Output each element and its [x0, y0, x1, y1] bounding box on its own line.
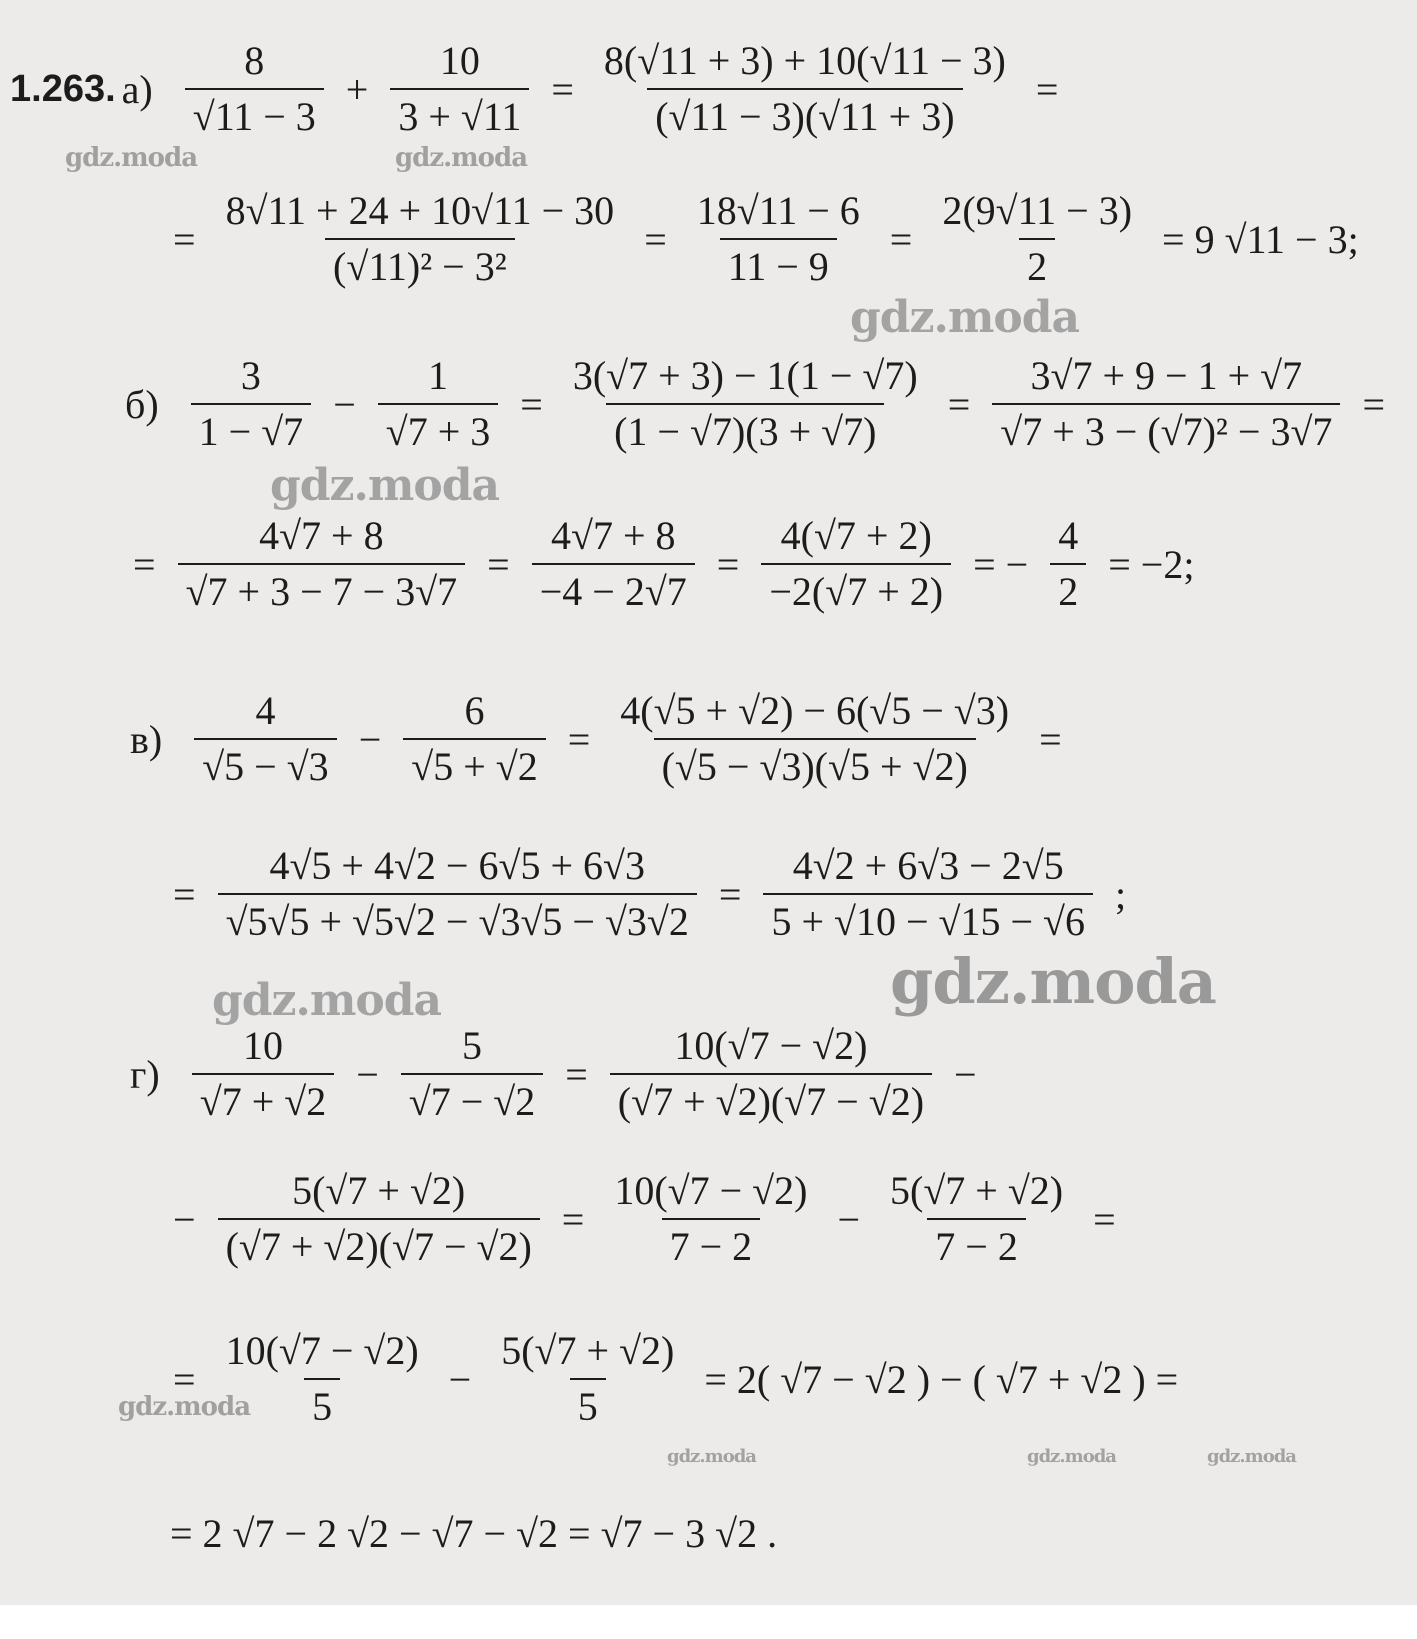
numerator: 2(9√11 − 3)	[942, 188, 1133, 233]
denominator: (√11 − 3)(√11 + 3)	[647, 88, 962, 138]
watermark: gdz.moda	[270, 460, 500, 511]
numerator: 4	[255, 688, 276, 733]
numerator: 10	[439, 38, 480, 83]
fraction	[612, 690, 1017, 788]
watermark: gdz.moda	[1027, 1446, 1116, 1467]
denominator: −2(√7 + 2)	[761, 563, 951, 613]
numerator: 5(√7 + √2)	[292, 1168, 466, 1213]
part-g-line-2	[165, 1170, 1124, 1268]
operator: −	[333, 381, 356, 427]
denominator: (√7 + √2)(√7 − √2)	[218, 1218, 540, 1268]
fraction	[1050, 515, 1086, 613]
fraction	[761, 515, 951, 613]
denominator: √7 + √2	[192, 1073, 334, 1123]
operator: −	[954, 1051, 977, 1097]
equals-sign: =	[133, 541, 156, 587]
fraction	[378, 355, 499, 453]
equals-sign: =	[551, 66, 574, 112]
equals-sign: =	[644, 216, 667, 262]
problem-number: 1.263.	[10, 67, 116, 110]
watermark: gdz.moda	[212, 975, 442, 1026]
denominator: √5 − √3	[194, 738, 336, 788]
denominator: √11 − 3	[185, 88, 324, 138]
fraction	[401, 1025, 543, 1123]
fraction	[218, 190, 623, 288]
part-v-line-2	[165, 845, 1134, 943]
denominator: 5 + √10 − √15 − √6	[763, 893, 1093, 943]
numerator: 10(√7 − √2)	[614, 1168, 808, 1213]
part-b-line-1	[125, 355, 1393, 453]
fraction	[191, 355, 312, 453]
equals-sign: =	[716, 541, 740, 587]
fraction	[493, 1330, 682, 1428]
numerator: 4(√5 + √2) − 6(√5 − √3)	[620, 688, 1010, 733]
part-a-label: а)	[121, 66, 153, 112]
numerator: 8√11 + 24 + 10√11 − 30	[225, 188, 615, 233]
denominator: 3 + √11	[390, 88, 529, 138]
denominator: √7 + 3 − 7 − 3√7	[178, 563, 466, 613]
denominator: (1 − √7)(3 + √7)	[606, 403, 884, 453]
equals-sign: =	[1093, 1196, 1116, 1242]
fraction	[565, 355, 926, 453]
denominator: −4 − 2√7	[532, 563, 695, 613]
fraction	[192, 1025, 334, 1123]
denominator: 11 − 9	[720, 238, 837, 288]
equals-sign: =	[1035, 66, 1059, 112]
equals-sign: =	[173, 871, 196, 917]
equals-sign: =	[173, 1356, 196, 1402]
denominator: √7 − √2	[401, 1073, 543, 1123]
watermark: gdz.moda	[667, 1446, 756, 1467]
part-v-line-1	[130, 690, 1070, 788]
final-result: = 2 √7 − 2 √2 − √7 − √2 = √7 − 3 √2 .	[170, 1511, 778, 1556]
watermark: gdz.moda	[890, 945, 1216, 1018]
fraction	[178, 515, 466, 613]
watermark: gdz.moda	[850, 292, 1080, 343]
fraction	[194, 690, 336, 788]
denominator: 2	[1019, 238, 1055, 288]
numerator: 4√5 + 4√2 − 6√5 + 6√3	[269, 843, 645, 888]
fraction	[606, 1170, 815, 1268]
part-b-label: б)	[125, 381, 159, 427]
fraction	[882, 1170, 1071, 1268]
denominator: 5	[304, 1378, 340, 1428]
equals-sign: = −	[973, 541, 1029, 587]
part-g-line-4	[170, 1510, 777, 1557]
equals-sign: =	[561, 1196, 585, 1242]
numerator: 4√2 + 6√3 − 2√5	[792, 843, 1064, 888]
part-b-line-2	[125, 515, 1202, 613]
numerator: 6	[464, 688, 485, 733]
numerator: 18√11 − 6	[696, 188, 860, 233]
fraction	[218, 1170, 540, 1268]
fraction	[403, 690, 545, 788]
equals-sign: =	[487, 541, 510, 587]
denominator: 7 − 2	[662, 1218, 761, 1268]
operator: −	[173, 1196, 196, 1242]
numerator: 3	[240, 353, 261, 398]
part-g-label: г)	[130, 1051, 160, 1097]
equals-sign: =	[947, 381, 971, 427]
part-g-line-1	[130, 1025, 985, 1123]
result: = −2;	[1108, 541, 1195, 587]
equals-sign: =	[565, 1051, 588, 1097]
result: ;	[1114, 871, 1127, 917]
denominator: 1 − √7	[191, 403, 312, 453]
fraction	[218, 845, 697, 943]
denominator: (√5 − √3)(√5 + √2)	[654, 738, 976, 788]
fraction	[689, 190, 868, 288]
numerator: 5(√7 + √2)	[501, 1328, 675, 1373]
watermark: gdz.moda	[395, 143, 528, 173]
watermark: gdz.moda	[65, 143, 198, 173]
part-a-line-1	[10, 40, 1066, 138]
part-v-label: в)	[130, 716, 163, 762]
denominator: (√11)² − 3²	[325, 238, 515, 288]
numerator: 4	[1058, 513, 1079, 558]
equals-sign: =	[520, 381, 543, 427]
equals-sign: =	[889, 216, 913, 262]
numerator: 10(√7 − √2)	[225, 1328, 419, 1373]
watermark: gdz.moda	[1207, 1446, 1296, 1467]
denominator: √7 + 3 − (√7)² − 3√7	[992, 403, 1340, 453]
result: = 9 √11 − 3;	[1162, 216, 1359, 262]
denominator: 5	[570, 1378, 606, 1428]
numerator: 5(√7 + √2)	[890, 1168, 1064, 1213]
fraction	[185, 40, 324, 138]
denominator: √7 + 3	[378, 403, 499, 453]
fraction	[763, 845, 1093, 943]
fraction	[596, 40, 1014, 138]
expression: = 2( √7 − √2 ) − ( √7 + √2 ) =	[704, 1356, 1179, 1402]
denominator: 7 − 2	[927, 1218, 1026, 1268]
numerator: 8(√11 + 3) + 10(√11 − 3)	[603, 38, 1006, 83]
numerator: 5	[462, 1023, 482, 1068]
numerator: 10(√7 − √2)	[674, 1023, 868, 1068]
equals-sign: =	[1039, 716, 1062, 762]
denominator: (√7 + √2)(√7 − √2)	[610, 1073, 932, 1123]
operator: +	[345, 66, 369, 112]
numerator: 10	[242, 1023, 283, 1068]
operator: −	[358, 716, 382, 762]
equals-sign: =	[567, 716, 591, 762]
equals-sign: =	[718, 871, 742, 917]
numerator: 4√7 + 8	[551, 513, 676, 558]
part-g-line-3	[165, 1330, 1186, 1428]
watermark: gdz.moda	[118, 1392, 251, 1422]
denominator: 2	[1050, 563, 1086, 613]
part-a-line-2	[165, 190, 1367, 288]
equals-sign: =	[1362, 381, 1385, 427]
denominator: √5 + √2	[403, 738, 545, 788]
fraction	[992, 355, 1340, 453]
numerator: 8	[244, 38, 265, 83]
fraction	[610, 1025, 932, 1123]
fraction	[390, 40, 529, 138]
fraction	[934, 190, 1140, 288]
numerator: 1	[428, 353, 448, 398]
numerator: 4√7 + 8	[259, 513, 384, 558]
numerator: 3√7 + 9 − 1 + √7	[1030, 353, 1303, 398]
equals-sign: =	[173, 216, 196, 262]
denominator: √5√5 + √5√2 − √3√5 − √3√2	[218, 893, 697, 943]
operator: −	[837, 1196, 861, 1242]
numerator: 3(√7 + 3) − 1(1 − √7)	[572, 353, 918, 398]
operator: −	[448, 1356, 472, 1402]
operator: −	[356, 1051, 379, 1097]
numerator: 4(√7 + 2)	[780, 513, 932, 558]
fraction	[532, 515, 695, 613]
